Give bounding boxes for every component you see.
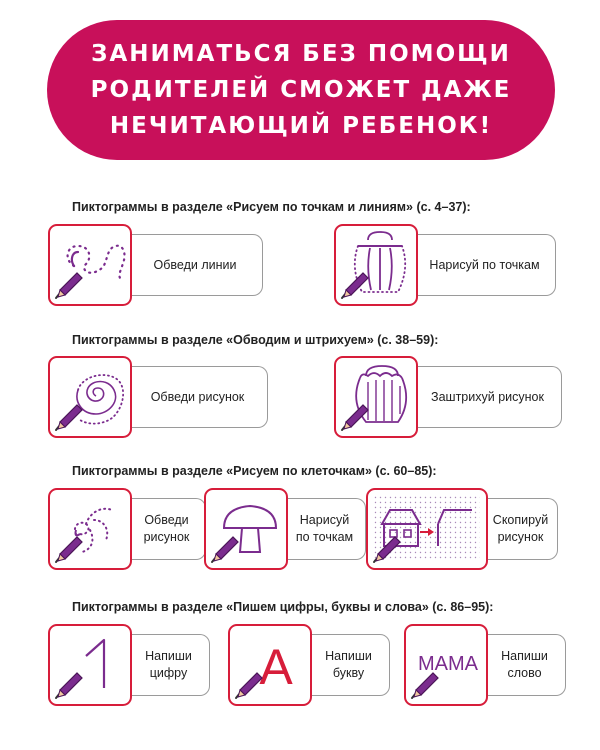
label-draw-by-dots: Нарисуй по точкам — [414, 234, 556, 296]
label-write-word: Напиши слово — [484, 634, 566, 696]
label-trace-picture-grid: Обведи рисунок — [128, 498, 206, 560]
icon-frame — [48, 624, 132, 706]
mushroom-icon — [206, 490, 285, 567]
label-draw-by-dots-grid: Нарисуй по точкам — [284, 498, 366, 560]
label-trace-picture: Обведи рисунок — [128, 366, 268, 428]
svg-text:МАМА: МАМА — [418, 653, 478, 675]
section-title-grid: Пиктограммы в разделе «Рисуем по клеточкам» (с. 60–85): — [72, 464, 437, 478]
dotted-sprout-icon — [50, 490, 129, 567]
grid-house-icon — [368, 490, 485, 567]
dotted-lantern-icon — [336, 226, 415, 303]
hatched-basket-icon — [336, 358, 415, 435]
icon-frame — [204, 488, 288, 570]
icon-frame — [48, 488, 132, 570]
label-write-digit: Напиши цифру — [128, 634, 210, 696]
svg-text:A: A — [259, 639, 293, 695]
label-copy-picture: Скопируй рисунок — [484, 498, 558, 560]
label-hatch-picture: Заштрихуй рисунок — [414, 366, 562, 428]
icon-frame — [48, 224, 132, 306]
label-write-letter: Напиши букву — [308, 634, 390, 696]
letter-a-icon — [230, 626, 309, 703]
icon-frame — [48, 356, 132, 438]
headline-line-2: РОДИТЕЛЕЙ СМОЖЕТ ДАЖЕ — [90, 77, 512, 103]
icon-frame — [404, 624, 488, 706]
spiral-shell-icon — [50, 358, 129, 435]
dotted-loop-icon — [50, 226, 129, 303]
icon-frame — [334, 356, 418, 438]
headline-line-1: ЗАНИМАТЬСЯ БЕЗ ПОМОЩИ — [91, 41, 511, 67]
section-title-trace-hatch: Пиктограммы в разделе «Обводим и штрихуем» (с. 38–59): — [72, 333, 439, 347]
section-title-dots-lines: Пиктограммы в разделе «Рисуем по точкам и линиям» (с. 4–37): — [72, 200, 471, 214]
word-mama-icon — [406, 626, 485, 703]
digit-one-icon — [50, 626, 129, 703]
icon-frame — [334, 224, 418, 306]
icon-frame — [366, 488, 488, 570]
headline-banner — [47, 20, 555, 160]
headline-line-3: НЕЧИТАЮЩИЙ РЕБЕНОК! — [109, 113, 493, 139]
icon-frame — [228, 624, 312, 706]
section-title-write: Пиктограммы в разделе «Пишем цифры, буквы и слова» (с. 86–95): — [72, 600, 494, 614]
label-trace-lines: Обведи линии — [128, 234, 263, 296]
